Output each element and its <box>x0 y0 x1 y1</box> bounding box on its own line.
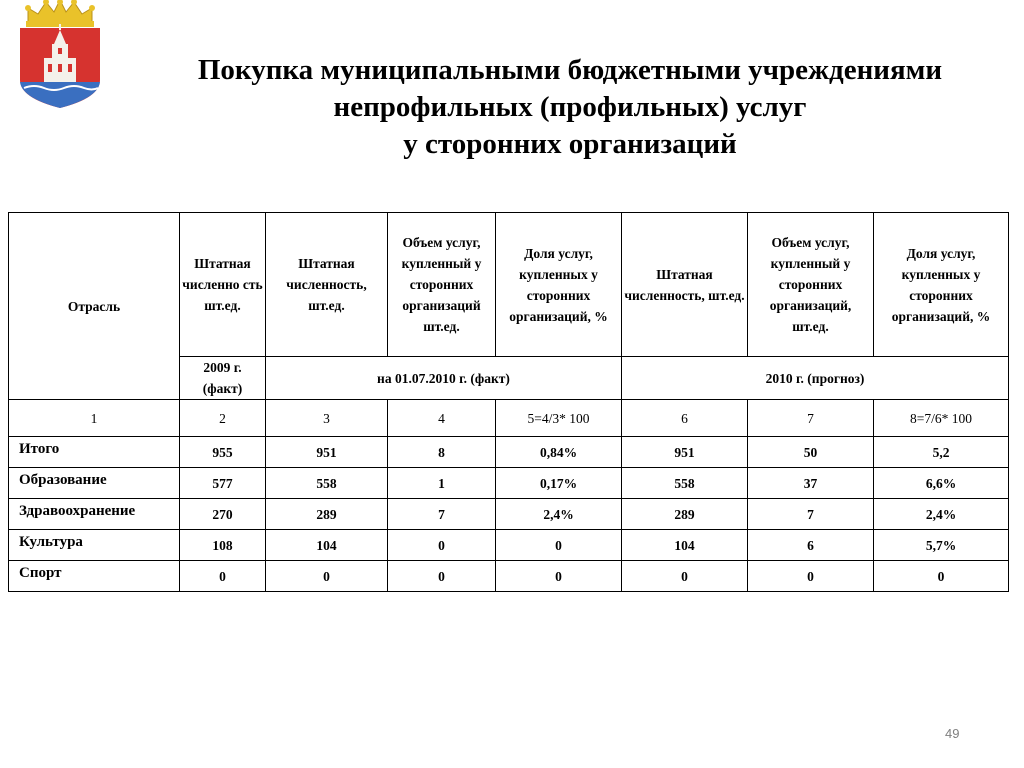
row-value: 108 <box>180 530 266 561</box>
row-value: 1 <box>388 468 496 499</box>
row-branch-name: Образование <box>9 468 180 499</box>
row-value: 0 <box>180 561 266 592</box>
header-branch: Отрасль <box>9 213 180 400</box>
table-row <box>9 499 1009 530</box>
col-number: 8=7/6* 100 <box>874 400 1009 437</box>
row-value: 6,6% <box>874 468 1009 499</box>
header-col-7: Объем услуг, купленный у сторонних организаций, шт.ед. <box>748 213 874 357</box>
table-row <box>9 468 1009 499</box>
row-value: 289 <box>266 499 388 530</box>
row-value: 7 <box>388 499 496 530</box>
row-value: 104 <box>266 530 388 561</box>
row-value: 0 <box>496 530 622 561</box>
row-value: 0 <box>622 561 748 592</box>
row-branch-name: Культура <box>9 530 180 561</box>
row-branch-name: Здравоохранение <box>9 499 180 530</box>
page-title <box>120 52 1020 163</box>
col-number: 3 <box>266 400 388 437</box>
row-value: 951 <box>266 437 388 468</box>
period-2010-forecast: 2010 г. (прогноз) <box>622 357 1009 400</box>
col-number: 6 <box>622 400 748 437</box>
row-value: 50 <box>748 437 874 468</box>
column-numbers-row <box>9 400 1009 437</box>
row-value: 104 <box>622 530 748 561</box>
row-value: 2,4% <box>496 499 622 530</box>
row-value: 5,7% <box>874 530 1009 561</box>
row-value: 6 <box>748 530 874 561</box>
row-value: 0 <box>388 561 496 592</box>
title-line-3: у сторонних организаций <box>403 128 737 160</box>
row-value: 0 <box>748 561 874 592</box>
row-branch-name: Спорт <box>9 561 180 592</box>
title-line-1: Покупка муниципальными бюджетными учреждениями <box>197 54 943 86</box>
header-col-8: Доля услуг, купленных у сторонних организаций, % <box>874 213 1009 357</box>
page-number: 49 <box>945 726 960 741</box>
row-value: 951 <box>622 437 748 468</box>
header-row <box>9 213 1009 357</box>
row-value: 955 <box>180 437 266 468</box>
services-table <box>8 212 1009 592</box>
title-line-2: непрофильных (профильных) услуг <box>333 91 807 123</box>
row-branch-name: Итого <box>9 437 180 468</box>
header-col-5: Доля услуг, купленных у сторонних организаций, % <box>496 213 622 357</box>
row-value: 37 <box>748 468 874 499</box>
row-value: 0 <box>874 561 1009 592</box>
row-value: 577 <box>180 468 266 499</box>
period-2010-fact: на 01.07.2010 г. (факт) <box>266 357 622 400</box>
row-value: 5,2 <box>874 437 1009 468</box>
header-col-3: Штатная численность, шт.ед. <box>266 213 388 357</box>
row-value: 0,17% <box>496 468 622 499</box>
row-value: 558 <box>266 468 388 499</box>
row-value: 0 <box>496 561 622 592</box>
col-number: 7 <box>748 400 874 437</box>
col-number: 2 <box>180 400 266 437</box>
row-value: 558 <box>622 468 748 499</box>
period-2009: 2009 г. (факт) <box>180 357 266 400</box>
row-value: 0 <box>266 561 388 592</box>
row-value: 7 <box>748 499 874 530</box>
row-value: 289 <box>622 499 748 530</box>
row-value: 0 <box>388 530 496 561</box>
col-number: 4 <box>388 400 496 437</box>
row-value: 2,4% <box>874 499 1009 530</box>
col-number: 1 <box>9 400 180 437</box>
header-col-6: Штатная численность, шт.ед. <box>622 213 748 357</box>
table-row <box>9 530 1009 561</box>
table-row <box>9 561 1009 592</box>
coat-of-arms-logo <box>14 0 106 112</box>
row-value: 0,84% <box>496 437 622 468</box>
table-row <box>9 437 1009 468</box>
header-col-2: Штатная численно сть шт.ед. <box>180 213 266 357</box>
header-col-4: Объем услуг, купленный у сторонних организаций шт.ед. <box>388 213 496 357</box>
row-value: 8 <box>388 437 496 468</box>
row-value: 270 <box>180 499 266 530</box>
col-number: 5=4/3* 100 <box>496 400 622 437</box>
